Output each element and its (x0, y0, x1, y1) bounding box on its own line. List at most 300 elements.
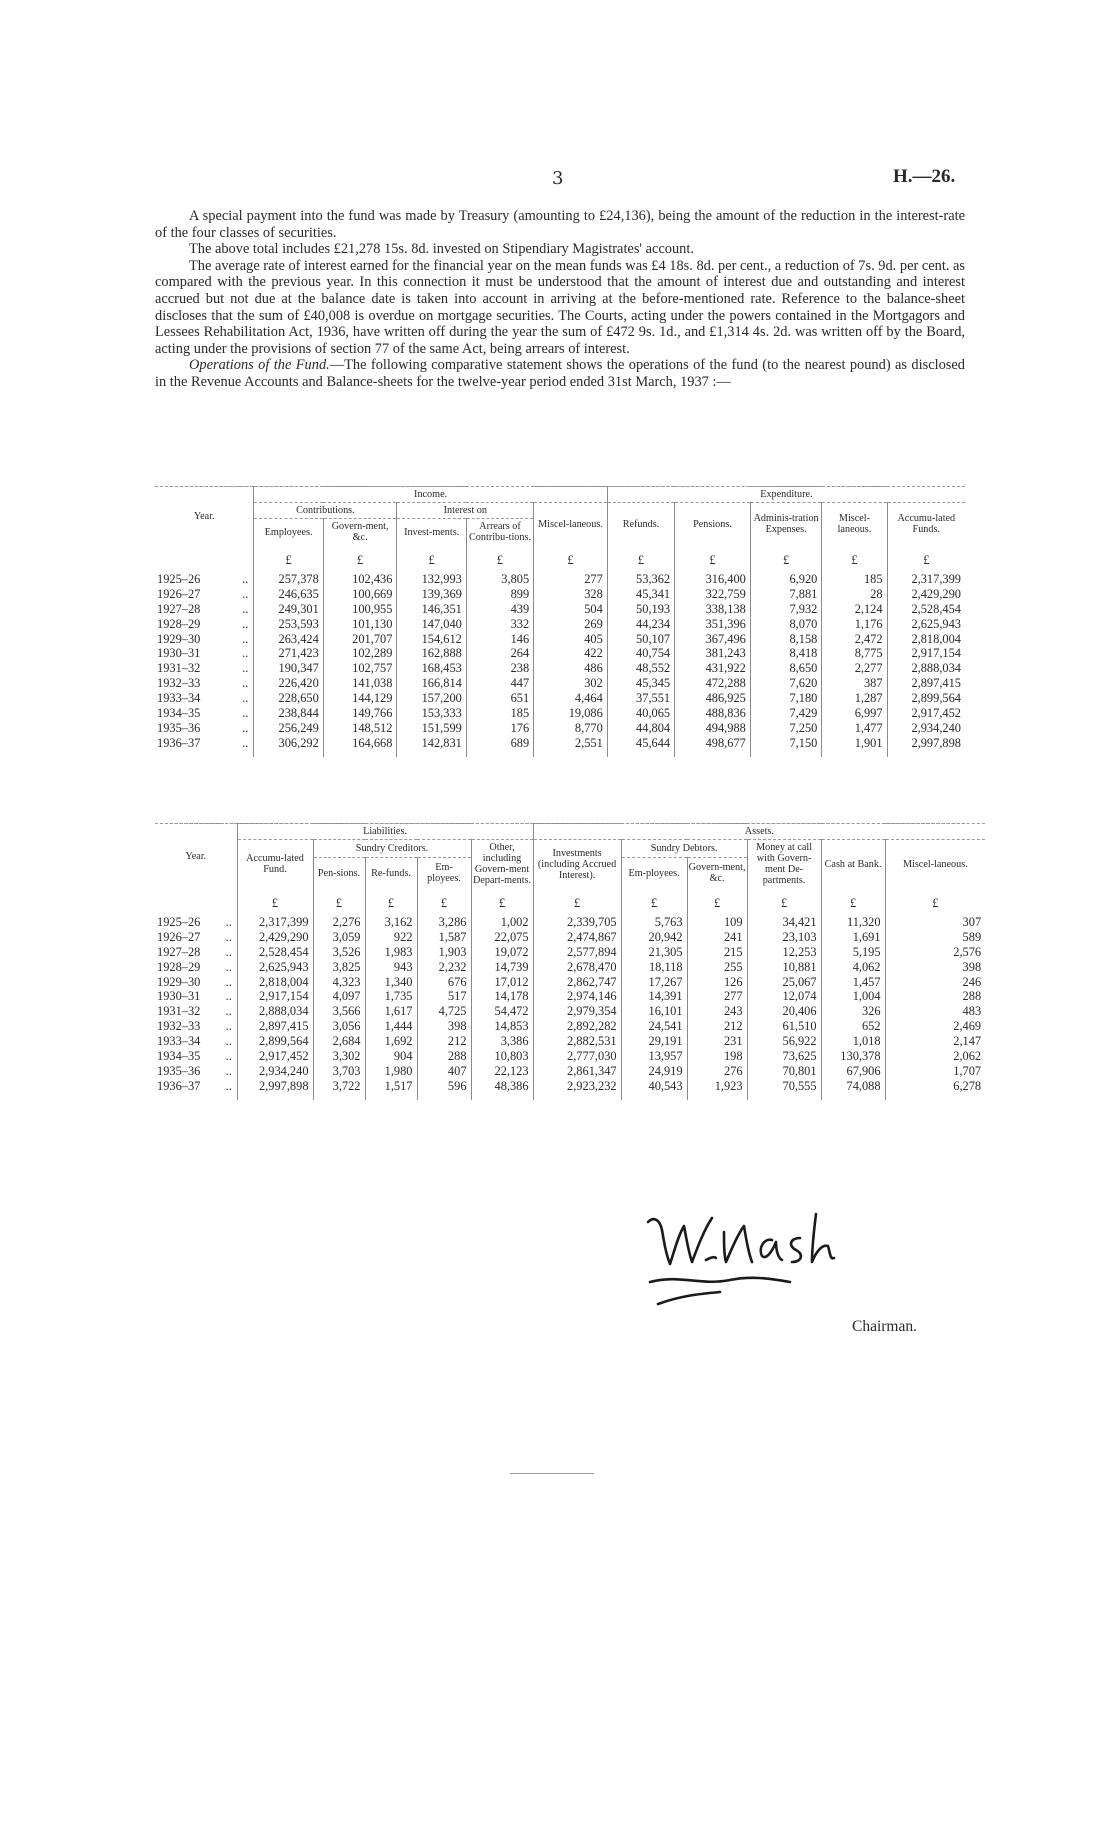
t2-row (155, 1049, 985, 1064)
t1-value-cell: 28 (822, 587, 887, 602)
paragraph-stipendiary: The above total includes £21,278 15s. 8d. invested on Stipendiary Magistrates' account. (189, 241, 694, 258)
t2-pound-sign: £ (313, 888, 365, 915)
t2-value-cell: 2,979,354 (533, 1004, 621, 1019)
t1-col-admin: Adminis-tration Expenses. (750, 503, 822, 546)
t1-value-cell: 151,599 (397, 721, 466, 736)
t2-row (155, 1064, 985, 1079)
t1-value-cell: 190,347 (254, 661, 323, 676)
t1-value-cell: 306,292 (254, 736, 323, 757)
t1-value-cell: 157,200 (397, 691, 466, 706)
t2-value-cell: 73,625 (747, 1049, 821, 1064)
t1-value-cell: 102,436 (323, 572, 397, 587)
t1-row (155, 661, 965, 676)
t2-value-cell: 277 (687, 989, 747, 1004)
t2-leader-dots: .. (225, 989, 232, 1004)
t1-value-cell: 7,180 (750, 691, 822, 706)
t1-value-cell: 256,249 (254, 721, 323, 736)
t2-value-cell: 1,457 (821, 975, 885, 990)
t2-value-cell: 2,818,004 (237, 975, 313, 990)
page-number: 3 (552, 168, 564, 189)
t1-value-cell: 44,234 (607, 617, 674, 632)
t2-col-misc: Miscel-laneous. (885, 840, 985, 889)
t2-value-cell: 2,062 (885, 1049, 985, 1064)
t1-value-cell: 166,814 (397, 676, 466, 691)
t2-value-cell: 589 (885, 930, 985, 945)
t1-value-cell: 8,158 (750, 632, 822, 647)
t2-value-cell: 56,922 (747, 1034, 821, 1049)
t2-value-cell: 14,178 (471, 989, 533, 1004)
t2-value-cell: 2,317,399 (237, 915, 313, 930)
t1-value-cell: 689 (466, 736, 533, 757)
t1-value-cell: 7,620 (750, 676, 822, 691)
t2-value-cell: 2,469 (885, 1019, 985, 1034)
t1-value-cell: 147,040 (397, 617, 466, 632)
t1-value-cell: 228,650 (254, 691, 323, 706)
t2-value-cell: 3,386 (471, 1034, 533, 1049)
t1-value-cell: 2,917,154 (887, 646, 965, 661)
t1-value-cell: 102,757 (323, 661, 397, 676)
t1-value-cell: 271,423 (254, 646, 323, 661)
t1-value-cell: 249,301 (254, 602, 323, 617)
t2-value-cell: 2,777,030 (533, 1049, 621, 1064)
t1-value-cell: 2,818,004 (887, 632, 965, 647)
t2-row (155, 1079, 985, 1100)
t1-value-cell: 486,925 (675, 691, 751, 706)
t1-value-cell: 45,644 (607, 736, 674, 757)
t2-leader-dots: .. (225, 1049, 232, 1064)
t2-value-cell: 2,276 (313, 915, 365, 930)
t1-value-cell: 7,250 (750, 721, 822, 736)
t2-value-cell: 23,103 (747, 930, 821, 945)
t1-value-cell: 1,477 (822, 721, 887, 736)
t2-value-cell: 2,862,747 (533, 975, 621, 990)
t1-row (155, 676, 965, 691)
t2-value-cell: 54,472 (471, 1004, 533, 1019)
t1-value-cell: 2,897,415 (887, 676, 965, 691)
t1-value-cell: 7,881 (750, 587, 822, 602)
t2-value-cell: 1,707 (885, 1064, 985, 1079)
t2-value-cell: 21,305 (621, 945, 687, 960)
t1-value-cell: 2,917,452 (887, 706, 965, 721)
t2-value-cell: 2,917,452 (237, 1049, 313, 1064)
t1-value-cell: 2,124 (822, 602, 887, 617)
t1-value-cell: 154,612 (397, 632, 466, 647)
t1-pound-sign: £ (534, 545, 608, 572)
t1-value-cell: 8,070 (750, 617, 822, 632)
t2-value-cell: 17,012 (471, 975, 533, 990)
t2-col-money-call: Money at call with Govern-ment De-partments. (747, 840, 821, 889)
t2-value-cell: 2,888,034 (237, 1004, 313, 1019)
t2-value-cell: 215 (687, 945, 747, 960)
t2-value-cell: 2,899,564 (237, 1034, 313, 1049)
t2-value-cell: 2,997,898 (237, 1079, 313, 1100)
t2-year-cell: 1926–27 (157, 929, 201, 944)
t1-leader-dots: .. (242, 616, 249, 631)
t2-leader-dots: .. (225, 1019, 232, 1034)
t1-col-misc-income: Miscel-laneous. (534, 503, 608, 546)
t2-value-cell: 922 (365, 930, 417, 945)
t2-value-cell: 20,406 (747, 1004, 821, 1019)
t2-value-cell: 24,541 (621, 1019, 687, 1034)
t2-pound-sign: £ (533, 888, 621, 915)
t2-pound-sign: £ (365, 888, 417, 915)
t2-pound-sign: £ (747, 888, 821, 915)
t1-leader-dots: .. (242, 706, 249, 721)
t2-value-cell: 326 (821, 1004, 885, 1019)
t2-value-cell: 2,882,531 (533, 1034, 621, 1049)
t1-year-cell: 1934–35 (157, 706, 201, 721)
t1-year-cell: 1926–27 (157, 586, 201, 601)
t2-year-cell: 1932–33 (157, 1019, 201, 1034)
t2-value-cell: 3,056 (313, 1019, 365, 1034)
t1-value-cell: 651 (466, 691, 533, 706)
t2-value-cell: 3,059 (313, 930, 365, 945)
t2-value-cell: 16,101 (621, 1004, 687, 1019)
t1-value-cell: 431,922 (675, 661, 751, 676)
t2-value-cell: 40,543 (621, 1079, 687, 1100)
operations-text: —The following comparative statement shows the operations of the fund (to the nearest pound) as disclosed in the Revenue Accounts and Balance-sheets for the twelve-year period ended 31st March, 1937 :— (155, 357, 965, 390)
t1-value-cell: 2,899,564 (887, 691, 965, 706)
t2-value-cell: 1,004 (821, 989, 885, 1004)
t2-value-cell: 288 (417, 1049, 471, 1064)
t1-value-cell: 238,844 (254, 706, 323, 721)
t1-year-cell: 1928–29 (157, 616, 201, 631)
t1-value-cell: 264 (466, 646, 533, 661)
t2-value-cell: 10,803 (471, 1049, 533, 1064)
t1-value-cell: 504 (534, 602, 608, 617)
t2-value-cell: 276 (687, 1064, 747, 1079)
t2-value-cell: 1,617 (365, 1004, 417, 1019)
t1-value-cell: 316,400 (675, 572, 751, 587)
t1-col-accum: Accumu-lated Funds. (887, 503, 965, 546)
t2-value-cell: 22,123 (471, 1064, 533, 1079)
t1-value-cell: 44,804 (607, 721, 674, 736)
t2-row (155, 945, 985, 960)
t1-interest-on-header: Interest on (397, 503, 534, 519)
paragraph-operations (155, 357, 965, 390)
t1-value-cell: 8,418 (750, 646, 822, 661)
t1-value-cell: 50,193 (607, 602, 674, 617)
t1-value-cell: 2,317,399 (887, 572, 965, 587)
t2-leader-dots: .. (225, 1078, 232, 1093)
t2-value-cell: 1,903 (417, 945, 471, 960)
t2-pound-sign: £ (885, 888, 985, 915)
t2-value-cell: 288 (885, 989, 985, 1004)
t2-value-cell: 231 (687, 1034, 747, 1049)
t1-col-arrears: Arrears of Contribu-tions. (466, 519, 533, 546)
t2-leader-dots: .. (225, 1004, 232, 1019)
t1-pound-sign: £ (254, 545, 323, 572)
t2-value-cell: 2,577,894 (533, 945, 621, 960)
income-expenditure-table (155, 486, 965, 757)
t2-value-cell: 4,097 (313, 989, 365, 1004)
t2-value-cell: 14,853 (471, 1019, 533, 1034)
t1-value-cell: 257,378 (254, 572, 323, 587)
t1-value-cell: 102,289 (323, 646, 397, 661)
t2-value-cell: 6,278 (885, 1079, 985, 1100)
t2-leader-dots: .. (225, 944, 232, 959)
t2-col-cash: Cash at Bank. (821, 840, 885, 889)
t2-value-cell: 904 (365, 1049, 417, 1064)
t1-value-cell: 168,453 (397, 661, 466, 676)
t1-value-cell: 101,130 (323, 617, 397, 632)
t1-value-cell: 45,345 (607, 676, 674, 691)
t2-pound-sign: £ (687, 888, 747, 915)
t2-value-cell: 1,517 (365, 1079, 417, 1100)
t2-value-cell: 2,528,454 (237, 945, 313, 960)
t1-value-cell: 238 (466, 661, 533, 676)
t2-value-cell: 19,072 (471, 945, 533, 960)
t2-value-cell: 10,881 (747, 960, 821, 975)
t2-year-cell: 1934–35 (157, 1049, 201, 1064)
t1-pound-sign: £ (675, 545, 751, 572)
t2-value-cell: 2,861,347 (533, 1064, 621, 1079)
t2-value-cell: 212 (687, 1019, 747, 1034)
t1-pound-sign: £ (607, 545, 674, 572)
t2-value-cell: 3,526 (313, 945, 365, 960)
t2-col-employees: Em-ployees. (417, 858, 471, 888)
t2-value-cell: 1,018 (821, 1034, 885, 1049)
t2-col-debt-employees: Em-ployees. (621, 858, 687, 888)
t1-value-cell: 1,287 (822, 691, 887, 706)
t1-value-cell: 367,496 (675, 632, 751, 647)
t1-value-cell: 164,668 (323, 736, 397, 757)
t1-col-investments: Invest-ments. (397, 519, 466, 546)
t1-value-cell: 488,836 (675, 706, 751, 721)
t1-value-cell: 153,333 (397, 706, 466, 721)
t2-row (155, 1004, 985, 1019)
t1-value-cell: 8,650 (750, 661, 822, 676)
t2-value-cell: 517 (417, 989, 471, 1004)
t1-col-pensions: Pensions. (675, 503, 751, 546)
t2-value-cell: 48,386 (471, 1079, 533, 1100)
t2-value-cell: 2,474,867 (533, 930, 621, 945)
t2-value-cell: 407 (417, 1064, 471, 1079)
t2-value-cell: 2,917,154 (237, 989, 313, 1004)
t2-body (155, 888, 985, 1100)
t1-value-cell: 142,831 (397, 736, 466, 757)
t1-row (155, 736, 965, 757)
t2-leader-dots: .. (225, 974, 232, 989)
t2-value-cell: 2,576 (885, 945, 985, 960)
t2-value-cell: 243 (687, 1004, 747, 1019)
t2-value-cell: 34,421 (747, 915, 821, 930)
t2-value-cell: 3,703 (313, 1064, 365, 1079)
t2-value-cell: 3,162 (365, 915, 417, 930)
t1-value-cell: 405 (534, 632, 608, 647)
t1-value-cell: 253,593 (254, 617, 323, 632)
t2-value-cell: 17,267 (621, 975, 687, 990)
t1-value-cell: 2,625,943 (887, 617, 965, 632)
t1-contributions-header: Contributions. (254, 503, 397, 519)
t2-value-cell: 61,510 (747, 1019, 821, 1034)
t1-value-cell: 139,369 (397, 587, 466, 602)
t1-value-cell: 50,107 (607, 632, 674, 647)
t2-value-cell: 1,735 (365, 989, 417, 1004)
t1-value-cell: 246,635 (254, 587, 323, 602)
t2-value-cell: 4,725 (417, 1004, 471, 1019)
t2-value-cell: 1,340 (365, 975, 417, 990)
t2-leader-dots: .. (225, 959, 232, 974)
t2-value-cell: 398 (885, 960, 985, 975)
t1-value-cell: 40,754 (607, 646, 674, 661)
t2-col-pensions: Pen-sions. (313, 858, 365, 888)
t2-assets-header: Assets. (533, 824, 985, 840)
t1-value-cell: 351,396 (675, 617, 751, 632)
t1-value-cell: 494,988 (675, 721, 751, 736)
t2-year-cell: 1935–36 (157, 1063, 201, 1078)
t2-value-cell: 130,378 (821, 1049, 885, 1064)
t1-value-cell: 40,065 (607, 706, 674, 721)
t2-value-cell: 126 (687, 975, 747, 990)
t1-leader-dots: .. (242, 676, 249, 691)
t1-pound-sign: £ (822, 545, 887, 572)
t1-value-cell: 7,150 (750, 736, 822, 757)
t1-value-cell: 2,528,454 (887, 602, 965, 617)
t2-year-cell: 1936–37 (157, 1078, 201, 1093)
paragraph-interest-rate: The average rate of interest earned for the financial year on the mean funds was £4 18s. 8d. per cent., a reduction of 7s. 9d. per cent. as compared with the previous year. In this connection it must be understood that the amount of interest due and outstanding and interest accrued but not due at the balance date is taken into account in arriving at the before-mentioned rate. Reference to the balance-sheet discloses that the sum of £40,008 is overdue on mortgage securities. The Courts, acting under the powers contained in the Mortgagors and Lessees Rehabilitation Act, 1936, have written off during the year the sum of £472 9s. 1d., and £1,314 4s. 2d. was written off by the Board, acting under the provisions of section 77 of the same Act, being arrears of interest. (155, 257, 965, 357)
t2-value-cell: 596 (417, 1079, 471, 1100)
t1-value-cell: 3,805 (466, 572, 533, 587)
t1-leader-dots: .. (242, 735, 249, 750)
t1-year-cell: 1930–31 (157, 646, 201, 661)
t2-value-cell: 255 (687, 960, 747, 975)
t1-leader-dots: .. (242, 601, 249, 616)
t1-row (155, 646, 965, 661)
t2-value-cell: 18,118 (621, 960, 687, 975)
t1-value-cell: 472,288 (675, 676, 751, 691)
t1-value-cell: 100,955 (323, 602, 397, 617)
t1-leader-dots: .. (242, 571, 249, 586)
t2-value-cell: 1,002 (471, 915, 533, 930)
t2-value-cell: 3,286 (417, 915, 471, 930)
t2-row (155, 975, 985, 990)
t1-pound-sign: £ (323, 545, 397, 572)
t2-value-cell: 2,892,282 (533, 1019, 621, 1034)
t1-year-cell: 1929–30 (157, 631, 201, 646)
t1-value-cell: 486 (534, 661, 608, 676)
t2-row (155, 960, 985, 975)
t1-row (155, 721, 965, 736)
t1-value-cell: 53,362 (607, 572, 674, 587)
t2-year-cell: 1927–28 (157, 944, 201, 959)
t2-year-header: Year. (155, 824, 237, 889)
t2-value-cell: 1,587 (417, 930, 471, 945)
t2-value-cell: 2,678,470 (533, 960, 621, 975)
t2-value-cell: 22,075 (471, 930, 533, 945)
body-text (155, 208, 965, 391)
t1-col-employees: Employees. (254, 519, 323, 546)
t2-value-cell: 198 (687, 1049, 747, 1064)
t1-col-misc-exp: Miscel-laneous. (822, 503, 887, 546)
t1-year-cell: 1927–28 (157, 601, 201, 616)
t1-value-cell: 277 (534, 572, 608, 587)
t1-value-cell: 2,551 (534, 736, 608, 757)
t2-year-cell: 1929–30 (157, 974, 201, 989)
t1-year-cell: 1931–32 (157, 661, 201, 676)
t2-value-cell: 12,074 (747, 989, 821, 1004)
t2-value-cell: 2,974,146 (533, 989, 621, 1004)
t1-value-cell: 2,934,240 (887, 721, 965, 736)
t1-pound-sign: £ (397, 545, 466, 572)
t1-value-cell: 100,669 (323, 587, 397, 602)
t1-value-cell: 148,512 (323, 721, 397, 736)
t2-value-cell: 14,391 (621, 989, 687, 1004)
t2-value-cell: 5,763 (621, 915, 687, 930)
t1-value-cell: 2,888,034 (887, 661, 965, 676)
t1-year-cell: 1936–37 (157, 735, 201, 750)
t2-value-cell: 12,253 (747, 945, 821, 960)
t1-pound-row (155, 545, 965, 572)
t1-value-cell: 176 (466, 721, 533, 736)
t1-value-cell: 447 (466, 676, 533, 691)
t2-value-cell: 307 (885, 915, 985, 930)
t2-value-cell: 1,691 (821, 930, 885, 945)
t2-pound-spacer (155, 888, 237, 915)
t1-value-cell: 132,993 (397, 572, 466, 587)
t1-value-cell: 498,677 (675, 736, 751, 757)
t2-value-cell: 2,684 (313, 1034, 365, 1049)
t2-row (155, 989, 985, 1004)
t2-value-cell: 676 (417, 975, 471, 990)
t1-value-cell: 6,920 (750, 572, 822, 587)
t1-value-cell: 387 (822, 676, 887, 691)
t1-value-cell: 144,129 (323, 691, 397, 706)
t1-value-cell: 899 (466, 587, 533, 602)
t1-pound-sign: £ (887, 545, 965, 572)
t2-value-cell: 241 (687, 930, 747, 945)
t2-sundry-debtors-header: Sundry Debtors. (621, 840, 747, 858)
t2-value-cell: 3,722 (313, 1079, 365, 1100)
t2-value-cell: 483 (885, 1004, 985, 1019)
t2-value-cell: 3,566 (313, 1004, 365, 1019)
t2-leader-dots: .. (225, 1063, 232, 1078)
t1-leader-dots: .. (242, 720, 249, 735)
t2-value-cell: 24,919 (621, 1064, 687, 1079)
t2-value-cell: 74,088 (821, 1079, 885, 1100)
t2-value-cell: 2,934,240 (237, 1064, 313, 1079)
t1-year-header: Year. (155, 487, 254, 546)
t2-leader-dots: .. (225, 1034, 232, 1049)
paragraph-special-payment: A special payment into the fund was made by Treasury (amounting to £24,136), being the amount of the reduction in the interest-rate of the four classes of securities. (155, 208, 965, 241)
t2-value-cell: 2,232 (417, 960, 471, 975)
t1-row (155, 572, 965, 587)
t1-row (155, 632, 965, 647)
t1-value-cell: 185 (466, 706, 533, 721)
t1-value-cell: 2,429,290 (887, 587, 965, 602)
t2-value-cell: 11,320 (821, 915, 885, 930)
operations-heading: Operations of the Fund. (189, 357, 330, 374)
t1-leader-dots: .. (242, 691, 249, 706)
t2-value-cell: 1,980 (365, 1064, 417, 1079)
t1-col-government: Govern-ment, &c. (323, 519, 397, 546)
t1-income-header: Income. (254, 487, 607, 503)
t1-value-cell: 1,901 (822, 736, 887, 757)
t1-value-cell: 8,775 (822, 646, 887, 661)
liabilities-assets-table (155, 823, 985, 1100)
t2-value-cell: 943 (365, 960, 417, 975)
t1-body (155, 545, 965, 757)
t2-leader-dots: .. (225, 929, 232, 944)
t1-row (155, 617, 965, 632)
t2-year-cell: 1928–29 (157, 959, 201, 974)
t2-value-cell: 29,191 (621, 1034, 687, 1049)
t1-value-cell: 146 (466, 632, 533, 647)
t2-value-cell: 25,067 (747, 975, 821, 990)
t1-value-cell: 146,351 (397, 602, 466, 617)
t1-row (155, 602, 965, 617)
t1-value-cell: 7,429 (750, 706, 822, 721)
